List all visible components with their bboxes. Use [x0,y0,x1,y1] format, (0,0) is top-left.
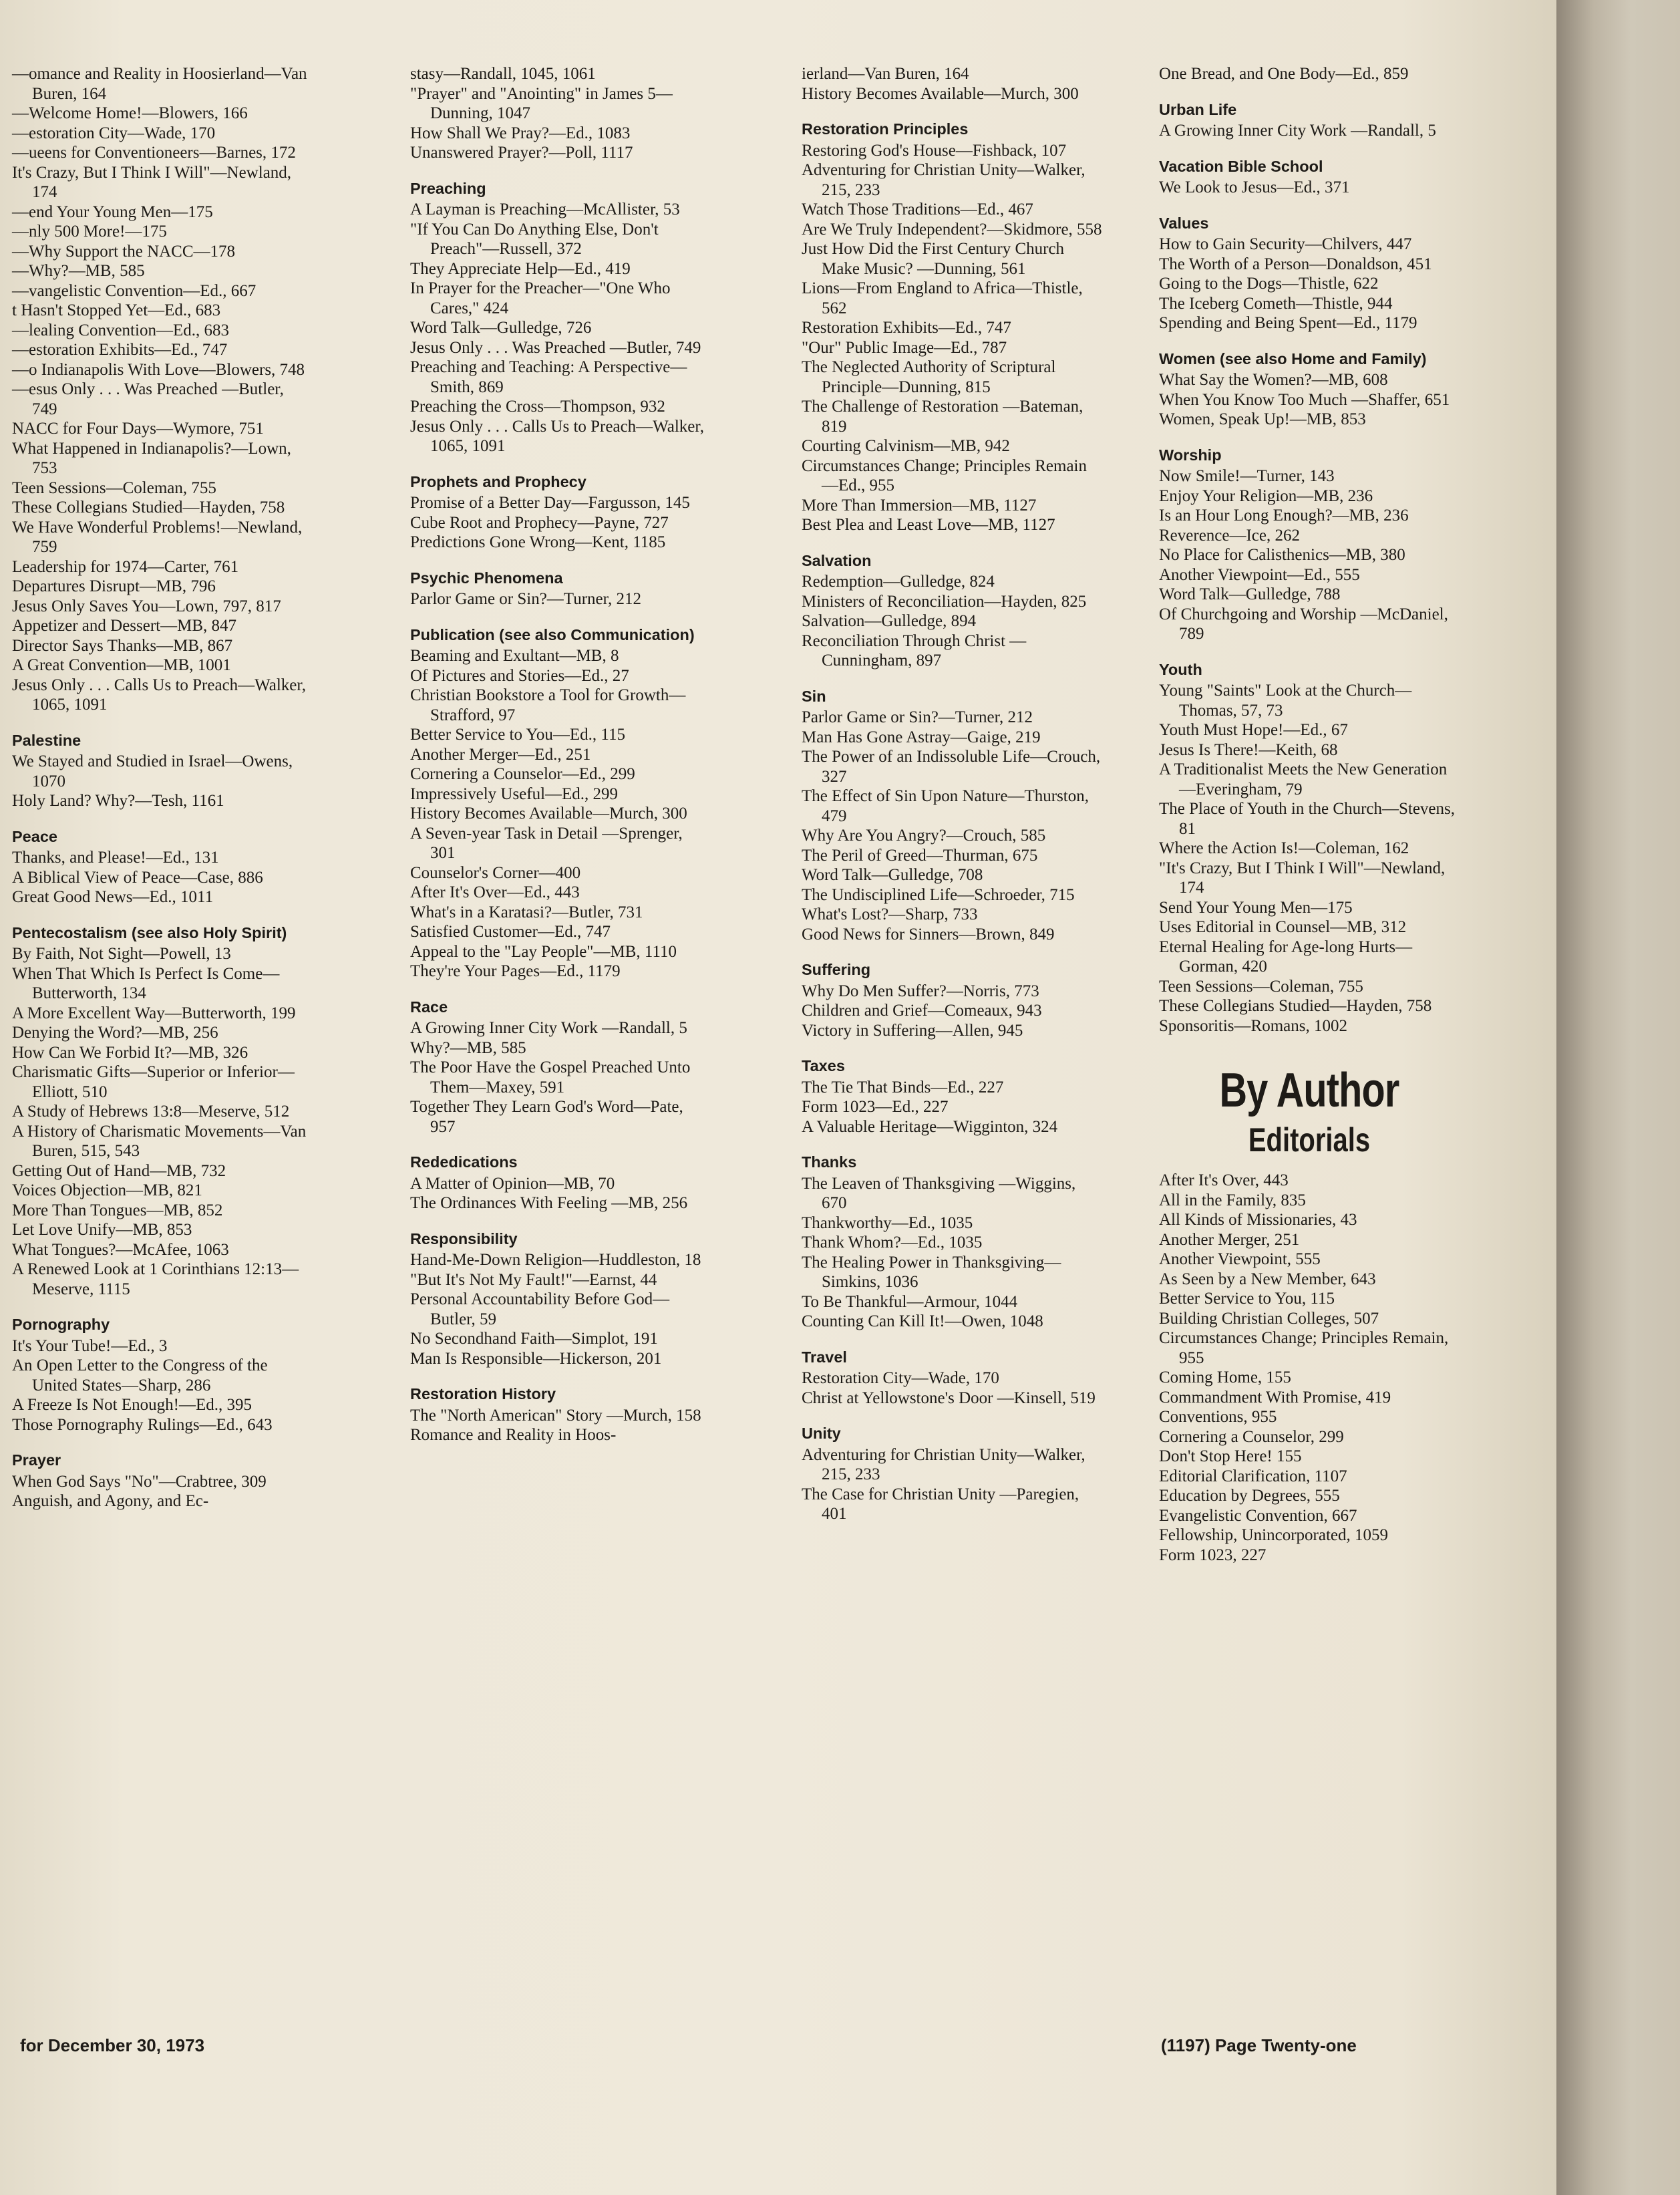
index-entry: —o Indianapolis With Love—Blowers, 748 [12,360,305,379]
index-entry: Thankworthy—Ed., 1035 [802,1213,973,1232]
index-entry: Counselor's Corner—400 [410,863,581,882]
index-heading: Rededications [410,1153,518,1171]
index-entry: How to Gain Security—Chilvers, 447 [1159,235,1412,253]
index-entry: A Layman is Preaching—McAllister, 53 [410,200,680,218]
index-entry: A Great Convention—MB, 1001 [12,656,231,674]
index-entry: Of Pictures and Stories—Ed., 27 [410,666,629,685]
index-entry: Charismatic Gifts—Superior or Inferior—Elliott, 510 [12,1063,295,1101]
index-entry: Cornering a Counselor—Ed., 299 [410,765,635,783]
index-entry: Hand-Me-Down Religion—Huddleston, 18 [410,1251,701,1269]
index-entry: "It's Crazy, But I Think I Will"—Newland, 174 [1159,859,1446,897]
index-entry: How Can We Forbid It?—MB, 326 [12,1043,248,1062]
index-entry: Restoration City—Wade, 170 [802,1369,999,1387]
index-entry: A Traditionalist Meets the New Generation—Everingham, 79 [1159,760,1448,798]
index-entry: "Our" Public Image—Ed., 787 [802,338,1007,357]
index-heading: Restoration History [410,1385,556,1403]
index-entry: Now Smile!—Turner, 143 [1159,467,1335,485]
index-entry: The Challenge of Restoration —Bateman, 819 [802,398,1083,436]
index-entry: When You Know Too Much —Shaffer, 651 [1159,390,1450,409]
index-entry: A Matter of Opinion—MB, 70 [410,1174,615,1193]
index-entry: —estoration Exhibits—Ed., 747 [12,341,228,359]
index-entry: Watch Those Traditions—Ed., 467 [802,200,1033,218]
index-heading: Sin [802,687,826,705]
index-entry: stasy—Randall, 1045, 1061 [410,65,596,83]
index-entry: Denying the Word?—MB, 256 [12,1024,218,1042]
index-column-4 [1159,64,1460,1565]
index-entry: Teen Sessions—Coleman, 755 [12,478,216,497]
index-heading: Taxes [802,1057,845,1074]
index-heading: Psychic Phenomena [410,569,563,587]
editorial-entry: All Kinds of Missionaries, 43 [1159,1211,1357,1229]
index-entry: —Why?—MB, 585 [12,262,145,280]
editorial-entry: Another Viewpoint, 555 [1159,1250,1321,1268]
index-entry: Romance and Reality in Hoos- [410,1426,617,1444]
index-entry: The Healing Power in Thanksgiving—Simkins, 1036 [802,1253,1061,1291]
editorial-entry: Cornering a Counselor, 299 [1159,1427,1344,1446]
index-entry: —end Your Young Men—175 [12,202,213,221]
index-entry: Victory in Suffering—Allen, 945 [802,1021,1023,1040]
index-entry: The Ordinances With Feeling —MB, 256 [410,1194,688,1212]
index-entry: Why?—MB, 585 [410,1038,526,1057]
index-entry: —nly 500 More!—175 [12,223,167,241]
index-entry: NACC for Four Days—Wymore, 751 [12,420,264,438]
index-entry: Jesus Only . . . Was Preached —Butler, 749 [410,338,701,357]
index-entry: A Renewed Look at 1 Corinthians 12:13—Meserve, 1115 [12,1260,299,1298]
index-entry: —vangelistic Convention—Ed., 667 [12,281,257,300]
index-heading: Prophets and Prophecy [410,472,586,490]
index-entry: The Tie That Binds—Ed., 227 [802,1078,1004,1096]
index-entry: Young "Saints" Look at the Church—Thomas, 57, 73 [1159,682,1412,720]
index-entry: Together They Learn God's Word—Pate, 957 [410,1098,683,1136]
index-entry: A Study of Hebrews 13:8—Meserve, 512 [12,1103,290,1121]
index-entry: Counting Can Kill It!—Owen, 1048 [802,1312,1043,1330]
index-heading: Responsibility [410,1229,518,1248]
index-entry: —omance and Reality in Hoosierland—Van Buren, 164 [12,65,307,103]
index-entry: We Look to Jesus—Ed., 371 [1159,178,1350,196]
editorial-entry: Don't Stop Here! 155 [1159,1447,1302,1465]
index-heading: Values [1159,214,1209,232]
index-entry: Lions—From England to Africa—Thistle, 562 [802,279,1083,317]
index-entry: Departures Disrupt—MB, 796 [12,577,216,595]
index-entry: A Seven-year Task in Detail —Sprenger, 301 [410,824,683,862]
index-entry: Parlor Game or Sin?—Turner, 212 [410,590,641,608]
index-entry: What's in a Karatasi?—Butler, 731 [410,903,643,921]
index-heading: Palestine [12,731,81,749]
index-entry: Appeal to the "Lay People"—MB, 1110 [410,942,677,961]
index-entry: To Be Thankful—Armour, 1044 [802,1292,1018,1311]
index-entry: Youth Must Hope!—Ed., 67 [1159,721,1348,739]
page-edge [1556,0,1680,2195]
index-heading: Salvation [802,551,872,569]
index-entry: Eternal Healing for Age-long Hurts—Gorman, 420 [1159,937,1413,976]
index-entry: Predictions Gone Wrong—Kent, 1185 [410,533,666,551]
editorial-entry: Editorial Clarification, 1107 [1159,1467,1347,1485]
index-entry: How Shall We Pray?—Ed., 1083 [410,124,631,142]
index-heading: Thanks [802,1153,857,1171]
index-entry: Getting Out of Hand—MB, 732 [12,1161,226,1180]
index-entry: The Place of Youth in the Church—Stevens, 81 [1159,800,1456,838]
index-entry: Of Churchgoing and Worship —McDaniel, 789 [1159,605,1448,643]
index-entry: Send Your Young Men—175 [1159,898,1353,917]
index-entry: Impressively Useful—Ed., 299 [410,784,619,803]
index-entry: Promise of a Better Day—Fargusson, 145 [410,494,690,512]
index-entry: A Growing Inner City Work —Randall, 5 [410,1019,687,1037]
index-entry: Courting Calvinism—MB, 942 [802,437,1010,455]
index-entry: —estoration City—Wade, 170 [12,124,216,142]
index-entry: No Secondhand Faith—Simplot, 191 [410,1330,658,1348]
index-entry: Satisfied Customer—Ed., 747 [410,923,611,941]
index-entry: The Leaven of Thanksgiving —Wiggins, 670 [802,1174,1076,1212]
index-entry: More Than Immersion—MB, 1127 [802,496,1037,515]
index-entry: One Bread, and One Body—Ed., 859 [1159,65,1409,83]
editorial-entry: Form 1023, 227 [1159,1546,1267,1564]
index-entry: Just How Did the First Century Church Make Music? —Dunning, 561 [802,240,1065,278]
index-entry: Why Are You Angry?—Crouch, 585 [802,827,1046,845]
index-entry: Where the Action Is!—Coleman, 162 [1159,839,1409,857]
index-entry: Preaching the Cross—Thompson, 932 [410,398,665,416]
index-entry: Another Viewpoint—Ed., 555 [1159,565,1360,584]
index-entry: Going to the Dogs—Thistle, 622 [1159,275,1379,293]
footer-date: for December 30, 1973 [20,2035,205,2055]
index-entry: What Say the Women?—MB, 608 [1159,371,1388,389]
index-entry: The Worth of a Person—Donaldson, 451 [1159,255,1432,273]
index-heading: Urban Life [1159,100,1237,118]
index-entry: History Becomes Available—Murch, 300 [410,804,687,823]
editorial-entry: As Seen by a New Member, 643 [1159,1270,1376,1288]
editorial-entry: Circumstances Change; Principles Remain, 955 [1159,1329,1449,1367]
index-entry: Another Merger—Ed., 251 [410,745,591,764]
editorial-entry: Commandment With Promise, 419 [1159,1388,1391,1407]
index-entry: Word Talk—Gulledge, 708 [802,866,983,884]
editorial-entry: All in the Family, 835 [1159,1191,1306,1209]
index-entry: What Tongues?—McAfee, 1063 [12,1240,229,1259]
index-entry: They're Your Pages—Ed., 1179 [410,962,621,980]
index-entry: They Appreciate Help—Ed., 419 [410,259,631,278]
index-column-1 [12,64,313,1511]
index-heading: Preaching [410,179,486,197]
index-entry: We Have Wonderful Problems!—Newland, 759 [12,518,303,556]
index-entry: Better Service to You—Ed., 115 [410,726,625,744]
index-entry: Christ at Yellowstone's Door —Kinsell, 519 [802,1388,1096,1407]
index-entry: A Growing Inner City Work —Randall, 5 [1159,122,1436,140]
index-entry: A History of Charismatic Movements—Van Buren, 515, 543 [12,1122,307,1160]
index-entry: Holy Land? Why?—Tesh, 1161 [12,792,224,810]
editorial-entry: Better Service to You, 115 [1159,1290,1335,1308]
index-entry: —ueens for Conventioneers—Barnes, 172 [12,144,296,162]
index-entry: Children and Grief—Comeaux, 943 [802,1002,1042,1020]
editorial-entry: Conventions, 955 [1159,1408,1277,1426]
editorial-entry: Another Merger, 251 [1159,1230,1300,1249]
index-entry: Spending and Being Spent—Ed., 1179 [1159,314,1417,332]
index-entry: Let Love Unify—MB, 853 [12,1221,192,1239]
index-entry: Are We Truly Independent?—Skidmore, 558 [802,220,1102,239]
editorial-entry: Fellowship, Unincorporated, 1059 [1159,1526,1389,1544]
index-entry: The Case for Christian Unity —Paregien, 401 [802,1485,1079,1523]
index-heading: Prayer [12,1451,61,1469]
index-heading: Suffering [802,961,871,978]
index-entry: Is an Hour Long Enough?—MB, 236 [1159,506,1409,525]
editorial-entry: Education by Degrees, 555 [1159,1487,1340,1505]
index-entry: Jesus Is There!—Keith, 68 [1159,740,1338,759]
index-entry: Why Do Men Suffer?—Norris, 773 [802,982,1039,1000]
index-column-2 [410,64,711,1445]
index-entry: Man Has Gone Astray—Gaige, 219 [802,728,1041,746]
index-entry: Teen Sessions—Coleman, 755 [1159,977,1363,996]
index-entry: What Happened in Indianapolis?—Lown, 753 [12,439,291,477]
index-entry: Cube Root and Prophecy—Payne, 727 [410,513,669,532]
editorial-entry: Building Christian Colleges, 507 [1159,1309,1379,1328]
index-entry: These Collegians Studied—Hayden, 758 [12,498,285,517]
by-author-title: By Author [1219,1064,1399,1117]
index-entry: Best Plea and Least Love—MB, 1127 [802,516,1055,534]
index-entry: "But It's Not My Fault!"—Earnst, 44 [410,1270,657,1289]
index-heading: Worship [1159,446,1222,464]
column-4-entries [1159,64,1460,1036]
index-entry: Leadership for 1974—Carter, 761 [12,557,239,576]
index-entry: Reconciliation Through Christ —Cunningham, 897 [802,631,1027,670]
editorial-entry: After It's Over, 443 [1159,1171,1289,1189]
index-heading: Pornography [12,1316,110,1333]
index-heading: Travel [802,1348,847,1366]
index-entry: Ministers of Reconciliation—Hayden, 825 [802,592,1087,611]
index-entry: Personal Accountability Before God—Butler, 59 [410,1290,670,1328]
index-column-3 [802,64,1102,1524]
index-entry: A More Excellent Way—Butterworth, 199 [12,1004,296,1022]
index-entry: History Becomes Available—Murch, 300 [802,84,1079,103]
index-entry: Sponsoritis—Romans, 1002 [1159,1016,1347,1035]
editorials-list [1159,1171,1460,1565]
index-heading: Unity [802,1425,841,1442]
index-entry: Salvation—Gulledge, 894 [802,612,977,630]
index-entry: —Welcome Home!—Blowers, 166 [12,104,248,122]
index-entry: The Undisciplined Life—Schroeder, 715 [802,885,1075,904]
index-entry: Jesus Only . . . Calls Us to Preach—Walker, 1065, 1091 [410,417,704,455]
index-entry: After It's Over—Ed., 443 [410,883,580,901]
index-heading: Women (see also Home and Family) [1159,349,1427,368]
index-entry: The Peril of Greed—Thurman, 675 [802,846,1038,865]
index-entry: "Prayer" and "Anointing" in James 5—Dunning, 1047 [410,84,673,122]
index-entry: Restoring God's House—Fishback, 107 [802,141,1067,160]
index-entry: These Collegians Studied—Hayden, 758 [1159,997,1432,1015]
index-entry: Voices Objection—MB, 821 [12,1181,202,1199]
index-heading: Publication (see also Communication) [410,625,695,643]
index-entry: The "North American" Story —Murch, 158 [410,1406,701,1425]
index-entry: Jesus Only . . . Calls Us to Preach—Walker, 1065, 1091 [12,676,306,714]
index-entry: Women, Speak Up!—MB, 853 [1159,410,1366,428]
index-entry: In Prayer for the Preacher—"One Who Cares," 424 [410,279,671,317]
index-entry: No Place for Calisthenics—MB, 380 [1159,546,1405,564]
index-entry: Word Talk—Gulledge, 788 [1159,585,1341,603]
index-entry: It's Your Tube!—Ed., 3 [12,1336,168,1355]
index-entry: Circumstances Change; Principles Remain—Ed., 955 [802,456,1087,494]
index-entry: Adventuring for Christian Unity—Walker, 215, 233 [802,1445,1085,1483]
index-entry: The Iceberg Cometh—Thistle, 944 [1159,294,1393,313]
index-entry: —lealing Convention—Ed., 683 [12,321,229,339]
index-entry: —Why Support the NACC—178 [12,242,236,261]
index-heading: Youth [1159,660,1202,678]
index-entry: The Poor Have the Gospel Preached Unto Them—Maxey, 591 [410,1058,691,1096]
index-entry: Reverence—Ice, 262 [1159,526,1300,545]
index-entry: Thanks, and Please!—Ed., 131 [12,849,219,867]
editorial-entry: Coming Home, 155 [1159,1368,1291,1386]
index-heading: Race [410,998,448,1016]
index-entry: Enjoy Your Religion—MB, 236 [1159,486,1373,505]
index-entry: Preaching and Teaching: A Perspective—Smith, 869 [410,358,687,396]
index-heading: Pentecostalism (see also Holy Spirit) [12,923,287,941]
index-entry: t Hasn't Stopped Yet—Ed., 683 [12,301,221,319]
index-entry: Director Says Thanks—MB, 867 [12,636,233,655]
index-entry: The Neglected Authority of Scriptural Principle—Dunning, 815 [802,358,1056,396]
index-entry: ierland—Van Buren, 164 [802,65,969,83]
index-entry: By Faith, Not Sight—Powell, 13 [12,945,231,963]
index-entry: A Freeze Is Not Enough!—Ed., 395 [12,1396,252,1414]
index-heading: Peace [12,827,57,845]
index-entry: Anguish, and Agony, and Ec- [12,1492,209,1510]
index-entry: We Stayed and Studied in Israel—Owens, 1070 [12,752,293,790]
index-entry: More Than Tongues—MB, 852 [12,1201,223,1219]
index-entry: Jesus Only Saves You—Lown, 797, 817 [12,597,281,615]
footer-page-number: (1197) Page Twenty-one [1161,2035,1357,2055]
index-entry: Those Pornography Rulings—Ed., 643 [12,1415,273,1434]
index-heading: Restoration Principles [802,120,969,138]
index-entry: It's Crazy, But I Think I Will"—Newland, 174 [12,163,292,201]
index-entry: An Open Letter to the Congress of the United States—Sharp, 286 [12,1356,268,1395]
index-entry: Thank Whom?—Ed., 1035 [802,1233,983,1252]
index-entry: When God Says "No"—Crabtree, 309 [12,1472,267,1491]
index-entry: Beaming and Exultant—MB, 8 [410,647,619,665]
editorial-entry: Evangelistic Convention, 667 [1159,1506,1357,1525]
index-entry: —esus Only . . . Was Preached —Butler, 749 [12,380,284,418]
index-entry: Good News for Sinners—Brown, 849 [802,925,1055,943]
index-entry: What's Lost?—Sharp, 733 [802,905,978,923]
index-entry: "If You Can Do Anything Else, Don't Preach"—Russell, 372 [410,220,659,258]
index-entry: The Power of an Indissoluble Life—Crouch, 327 [802,748,1101,786]
index-entry: Appetizer and Dessert—MB, 847 [12,617,237,635]
index-entry: Adventuring for Christian Unity—Walker, 215, 233 [802,161,1085,199]
index-entry: Parlor Game or Sin?—Turner, 212 [802,708,1033,726]
index-entry: Uses Editorial in Counsel—MB, 312 [1159,918,1407,936]
editorials-subtitle: Editorials [1248,1121,1371,1159]
index-entry: A Valuable Heritage—Wigginton, 324 [802,1117,1058,1136]
index-entry: The Effect of Sin Upon Nature—Thurston, 479 [802,787,1089,825]
index-entry: Man Is Responsible—Hickerson, 201 [410,1349,662,1368]
index-entry: Restoration Exhibits—Ed., 747 [802,319,1011,337]
index-entry: Redemption—Gulledge, 824 [802,573,995,591]
index-entry: When That Which Is Perfect Is Come—Butterworth, 134 [12,964,280,1002]
index-entry: Unanswered Prayer?—Poll, 1117 [410,144,633,162]
index-entry: Word Talk—Gulledge, 726 [410,319,592,337]
index-heading: Vacation Bible School [1159,157,1323,175]
index-entry: Christian Bookstore a Tool for Growth—Strafford, 97 [410,686,686,724]
index-entry: Great Good News—Ed., 1011 [12,888,214,906]
index-entry: Form 1023—Ed., 227 [802,1098,949,1116]
index-entry: A Biblical View of Peace—Case, 886 [12,868,263,887]
